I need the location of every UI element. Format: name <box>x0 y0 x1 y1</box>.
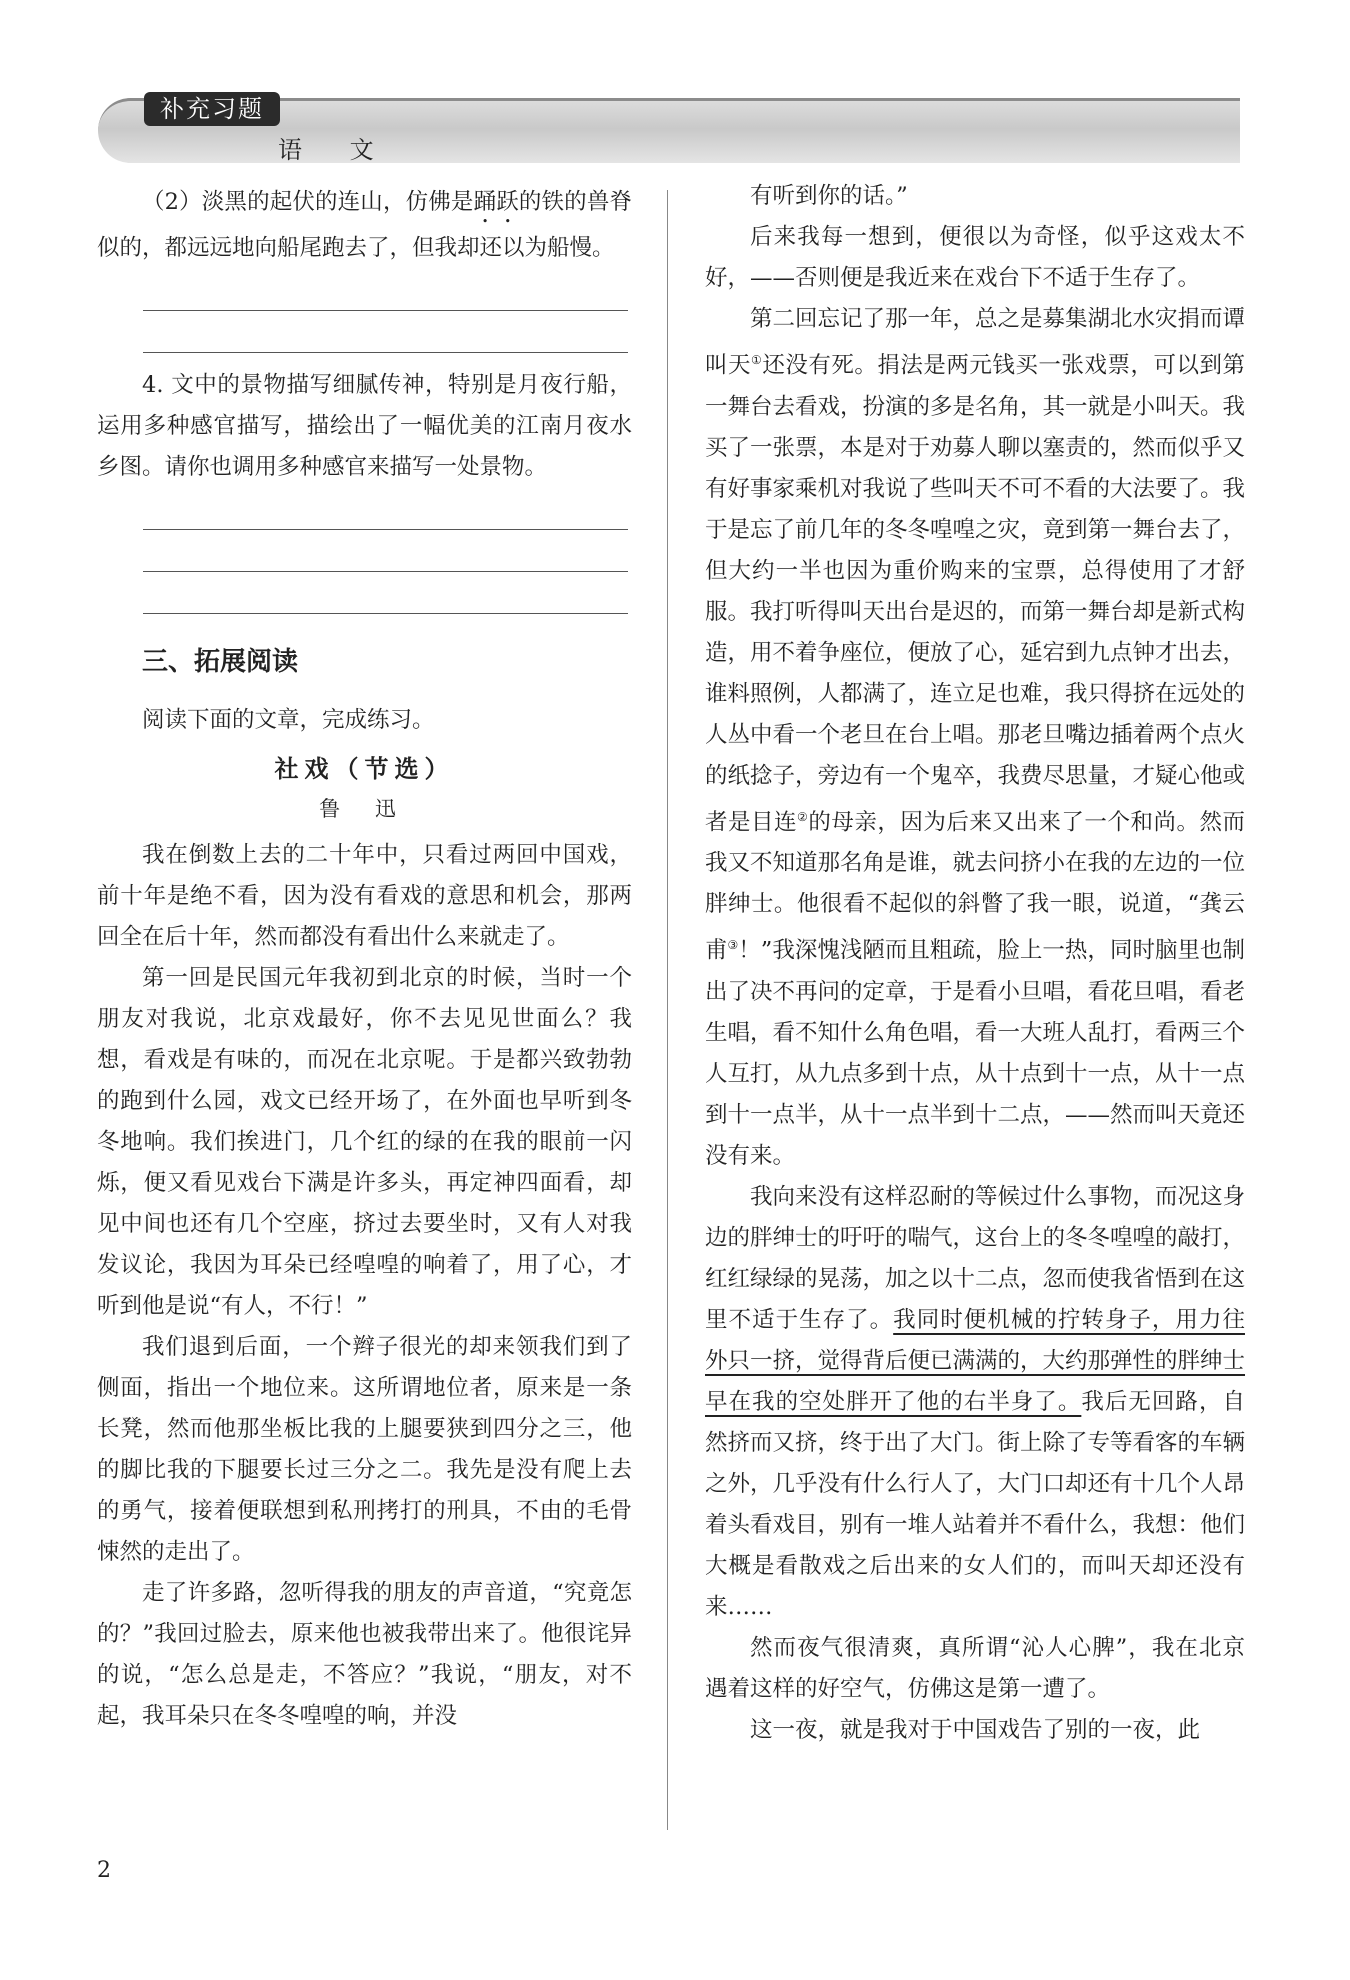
footnote-ref-1: ① <box>751 353 763 367</box>
q2-emphasis: 踊跃 <box>473 189 519 215</box>
column-divider <box>667 190 668 1830</box>
answer-line[interactable] <box>143 572 628 614</box>
underlined-sentence: 我同时便机械的拧转身子，用力往外只一挤，觉得背后便已满满的，大约那弹性的胖绅士早在我的空处胖开了他的右半身了。 <box>705 1306 1246 1415</box>
text-run: 的母亲，因为后来又出来了一个和尚。然而我又不知道那名角是谁，就去问挤小在我的左边的一位胖绅士。他很看不起似的斜瞥了我一眼，说道，“龚云甫 <box>705 809 1246 964</box>
question-4: 4. 文中的景物描写细腻传神，特别是月夜行船，运用多种感官描写，描绘出了一幅优美的江南月夜水乡图。请你也调用多种感官来描写一处景物。 <box>97 372 632 480</box>
page-number: 2 <box>97 1858 111 1883</box>
paragraph: 走了许多路，忽听得我的朋友的声音道，“究竟怎的？”我回过脸去，原来他也被我带出来了。他很诧异的说，“怎么总是走，不答应？”我说，“朋友，对不起，我耳朵只在冬冬喤喤的响，并没 <box>97 1580 632 1729</box>
footnote-ref-3: ③ <box>727 938 739 952</box>
paragraph: 然而夜气很清爽，真所谓“沁人心脾”，我在北京遇着这样的好空气，仿佛这是第一遭了。 <box>705 1634 1245 1702</box>
answer-line[interactable] <box>143 530 628 572</box>
answer-line[interactable] <box>143 269 628 311</box>
header-tab-label: 补充习题 <box>144 92 280 126</box>
page-header <box>88 92 1240 162</box>
header-subject: 语 文 <box>278 136 394 164</box>
paragraph: 我们退到后面，一个辫子很光的却来领我们到了侧面，指出一个地位来。这所谓地位者，原来是一条长凳，然而他那坐板比我的上腿要狭到四分之三，他的脚比我的下腿要长过三分之二。我先是没有爬上去的勇气，接着便联想到私刑拷打的刑具，不由的毛骨悚然的走出了。 <box>97 1334 632 1565</box>
q2-text-a: （2）淡黑的起伏的连山，仿佛是 <box>142 189 474 215</box>
paragraph <box>705 1177 1245 1628</box>
section-title: 三、拓展阅读 <box>142 647 299 677</box>
text-run: 还没有死。捐法是两元钱买一张戏票，可以到第一舞台去看戏，扮演的多是名角，其一就是小叫天。我买了一张票，本是对于劝募人聊以塞责的，然而似乎又有好事家乘机对我说了些叫天不可不看的大法要了。我于是忘了前几年的冬冬喤喤之灾，竟到第一舞台去了，但大约一半也因为重价购来的宝票，总得使用了才舒服。我打听得叫天出台是迟的，而第一舞台却是新式构造，用不着争座位，便放了心，延宕到九点钟才出去，谁料照例，人都满了，连立足也难，我只得挤在远处的人丛中看一个老旦在台上唱。那老旦嘴边插着两个点火的纸捻子，旁边有一个鬼卒，我费尽思量，才疑心他或者是目连 <box>705 352 1246 835</box>
q2-text-b: 的铁的兽脊似的，都远远地向船尾跑去了，但我却还以为船慢。 <box>97 189 632 261</box>
article-title: 社戏（节选） <box>274 754 455 783</box>
footnote-ref-2: ② <box>797 809 809 824</box>
answer-line[interactable] <box>143 311 628 353</box>
left-column <box>97 180 632 1737</box>
instruction: 阅读下面的文章，完成练习。 <box>142 707 435 733</box>
text-run: 我后无回路，自然挤而又挤，终于出了大门。街上除了专等看客的车辆之外，几乎没有什么行人了，大门口却还有十几个人昂着头看戏目，别有一堆人站着并不看什么，我想：他们大概是看散戏之后出来的女人们的，而叫天却还没有来…… <box>705 1388 1246 1620</box>
right-column <box>705 180 1245 1751</box>
article-author: 鲁 迅 <box>319 797 410 821</box>
paragraph: 有听到你的话。” <box>750 183 908 209</box>
paragraph: 后来我每一想到，便很以为奇怪，似乎这戏太不好，——否则便是我近来在戏台下不适于生存了。 <box>705 224 1245 291</box>
text-run: ！”我深愧浅陋而且粗疏，脸上一热，同时脑里也制出了决不再问的定章，于是看小旦唱，看花旦唱，看老生唱，看不知什么角色唱，看一大班人乱打，看两三个人互打，从九点多到十点，从十点到十一点，从十一点到十一点半，从十一点半到十二点，——然而叫天竟还没有来。 <box>705 937 1246 1169</box>
text-run: 我向来没有这样忍耐的等候过什么事物，而况这身边的胖绅士的吁吁的喘气，这台上的冬冬喤喤的敲打，红红绿绿的晃荡，加之以十二点，忽而使我省悟到在这里不适于生存了。 <box>705 1183 1246 1333</box>
text-run: 第二回忘记了那一年，总之是募集湖北水灾捐而谭叫天 <box>705 306 1246 379</box>
answer-line[interactable] <box>143 488 628 530</box>
paragraph: 第一回是民国元年我初到北京的时候，当时一个朋友对我说，北京戏最好，你不去见见世面么？我想，看戏是有味的，而况在北京呢。于是都兴致勃勃的跑到什么园，戏文已经开场了，在外面也早听到冬冬地响。我们挨进门，几个红的绿的在我的眼前一闪烁，便又看见戏台下满是许多头，再定神四面看，却见中间也还有几个空座，挤过去要坐时，又有人对我发议论，我因为耳朵已经喤喤的响着了，用了心，才听到他是说“有人，不行！” <box>97 965 632 1319</box>
paragraph: 我在倒数上去的二十年中，只看过两回中国戏，前十年是绝不看，因为没有看戏的意思和机会，那两回全在后十年，然而都没有看出什么来就走了。 <box>97 842 632 950</box>
paragraph <box>705 299 1245 1177</box>
question-2 <box>97 182 632 269</box>
paragraph: 这一夜，就是我对于中国戏告了别的一夜，此 <box>750 1716 1201 1743</box>
